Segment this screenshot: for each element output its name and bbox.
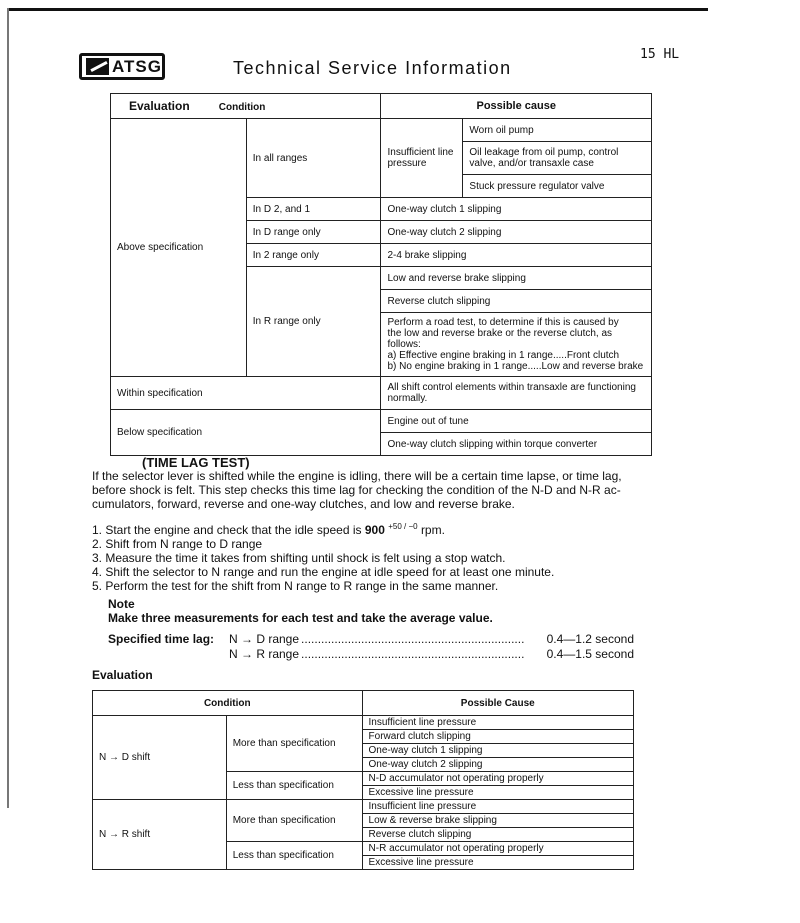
table-header-row (93, 691, 634, 716)
atsg-logo (79, 53, 165, 80)
cause-cell: Excessive line pressure (362, 856, 633, 870)
cause-cell: Reverse clutch slipping (381, 290, 652, 313)
less-spec-cell: Less than specification (226, 842, 362, 870)
table-row (93, 800, 634, 814)
paragraph-line: before shock is felt. This step checks this time lag for checking the condition of the N-D and N-R ac- (92, 483, 621, 497)
cause-cell: 2-4 brake slipping (381, 244, 652, 267)
cause-cell: N-D accumulator not operating properly (362, 772, 633, 786)
step-1 (92, 520, 554, 537)
cause-line: b) No engine braking in 1 range.....Low and reverse brake (387, 361, 644, 372)
condition-header: Condition (93, 691, 363, 716)
leader-dots: ................................................................... (301, 647, 525, 661)
nr-shift-cell: N → R shift (93, 800, 227, 870)
time-lag-paragraph (92, 469, 622, 511)
idle-speed-tolerance: +50 / −0 (388, 522, 418, 531)
time-lag-heading: (TIME LAG TEST) (142, 455, 250, 470)
paragraph-line: cumulators, forward, reverse and one-way clutches, and low and reverse brake. (92, 497, 515, 511)
condition-cell: In R range only (246, 267, 381, 377)
cause-cell: All shift control elements within transaxle are functioning normally. (381, 377, 652, 410)
step-5: 5. Perform the test for the shift from N range to R range in the same manner. (92, 579, 499, 593)
cause-cell: Worn oil pump (463, 119, 652, 142)
cause-cell: Low and reverse brake slipping (381, 267, 652, 290)
spec-nr-label: N → R range (229, 647, 300, 661)
cause-line: a) Effective engine braking in 1 range.....Front clutch (387, 350, 620, 361)
table-row (93, 716, 634, 730)
table-row (111, 410, 652, 433)
more-spec-cell: More than specification (226, 716, 362, 772)
line-pressure-evaluation-table (110, 93, 652, 456)
left-border-line (7, 8, 9, 808)
step-3: 3. Measure the time it takes from shifting until shock is felt using a stop watch. (92, 551, 506, 565)
evaluation-condition-header (111, 94, 381, 119)
cause-cell: One-way clutch 1 slipping (362, 744, 633, 758)
spec-nd-label: N → D range (229, 632, 300, 646)
all-ranges-cell: In all ranges (246, 119, 381, 198)
note-title: Note (108, 597, 135, 611)
condition-cell: In D 2, and 1 (246, 198, 381, 221)
evaluation-header: Evaluation (129, 99, 190, 113)
cause-cell: Low & reverse brake slipping (362, 814, 633, 828)
note-text: Make three measurements for each test and take the average value. (108, 611, 493, 625)
spec-nd-row (229, 632, 634, 646)
spec-label: Specified time lag: (108, 632, 215, 646)
step-1-unit: rpm. (420, 523, 445, 537)
idle-speed-value: 900 (364, 523, 385, 537)
condition-header: Condition (218, 102, 266, 113)
within-spec-cell: Within specification (111, 377, 381, 410)
above-spec-cell: Above specification (111, 119, 247, 377)
insufficient-pressure-cell: Insufficient line pressure (381, 119, 463, 198)
cause-cell: One-way clutch 2 slipping (362, 758, 633, 772)
logo-text: ATSG (112, 56, 162, 76)
cause-cell: One-way clutch 2 slipping (381, 221, 652, 244)
table-row (111, 119, 652, 142)
table-row (111, 377, 652, 410)
cause-line: the low and reverse brake or the reverse clutch, as (387, 328, 613, 339)
cause-header: Possible Cause (362, 691, 633, 716)
road-test-cause-cell (381, 313, 652, 377)
cause-cell: Excessive line pressure (362, 786, 633, 800)
condition-cell: In D range only (246, 221, 381, 244)
page-title: Technical Service Information (233, 58, 512, 78)
nd-shift-cell: N → D shift (93, 716, 227, 800)
cause-cell: Forward clutch slipping (362, 730, 633, 744)
logo-mark-icon (86, 58, 109, 75)
step-4: 4. Shift the selector to N range and run the engine at idle speed for at least one minute. (92, 565, 555, 579)
page-code: 15 HL (640, 47, 680, 62)
cause-header: Possible cause (381, 94, 652, 119)
step-1-text: 1. Start the engine and check that the idle speed is (92, 523, 362, 537)
cause-cell: One-way clutch 1 slipping (381, 198, 652, 221)
time-lag-evaluation-table (92, 690, 634, 870)
cause-cell: Oil leakage from oil pump, control valve, and/or transaxle case (463, 142, 652, 175)
leader-dots: ................................................................... (301, 632, 525, 646)
step-2: 2. Shift from N range to D range (92, 537, 263, 551)
cause-cell: Insufficient line pressure (362, 800, 633, 814)
cause-line: follows: (387, 339, 421, 350)
table-header-row (111, 94, 652, 119)
cause-cell: One-way clutch slipping within torque converter (381, 433, 652, 456)
spec-nr-row (229, 647, 634, 661)
cause-cell: Insufficient line pressure (362, 716, 633, 730)
more-spec-cell: More than specification (226, 800, 362, 842)
cause-cell: N-R accumulator not operating properly (362, 842, 633, 856)
cause-cell: Reverse clutch slipping (362, 828, 633, 842)
evaluation-title: Evaluation (92, 668, 153, 682)
procedure-steps (92, 520, 554, 593)
less-spec-cell: Less than specification (226, 772, 362, 800)
below-spec-cell: Below specification (111, 410, 381, 456)
spec-nr-value: 0.4—1.5 second (546, 647, 634, 661)
top-border-line (8, 8, 708, 11)
spec-nd-value: 0.4—1.2 second (546, 632, 634, 646)
paragraph-line: If the selector lever is shifted while the engine is idling, there will be a certain time lapse, or time lag, (92, 469, 622, 483)
condition-cell: In 2 range only (246, 244, 381, 267)
cause-cell: Engine out of tune (381, 410, 652, 433)
cause-line: Perform a road test, to determine if this is caused by (387, 317, 619, 328)
cause-cell: Stuck pressure regulator valve (463, 175, 652, 198)
